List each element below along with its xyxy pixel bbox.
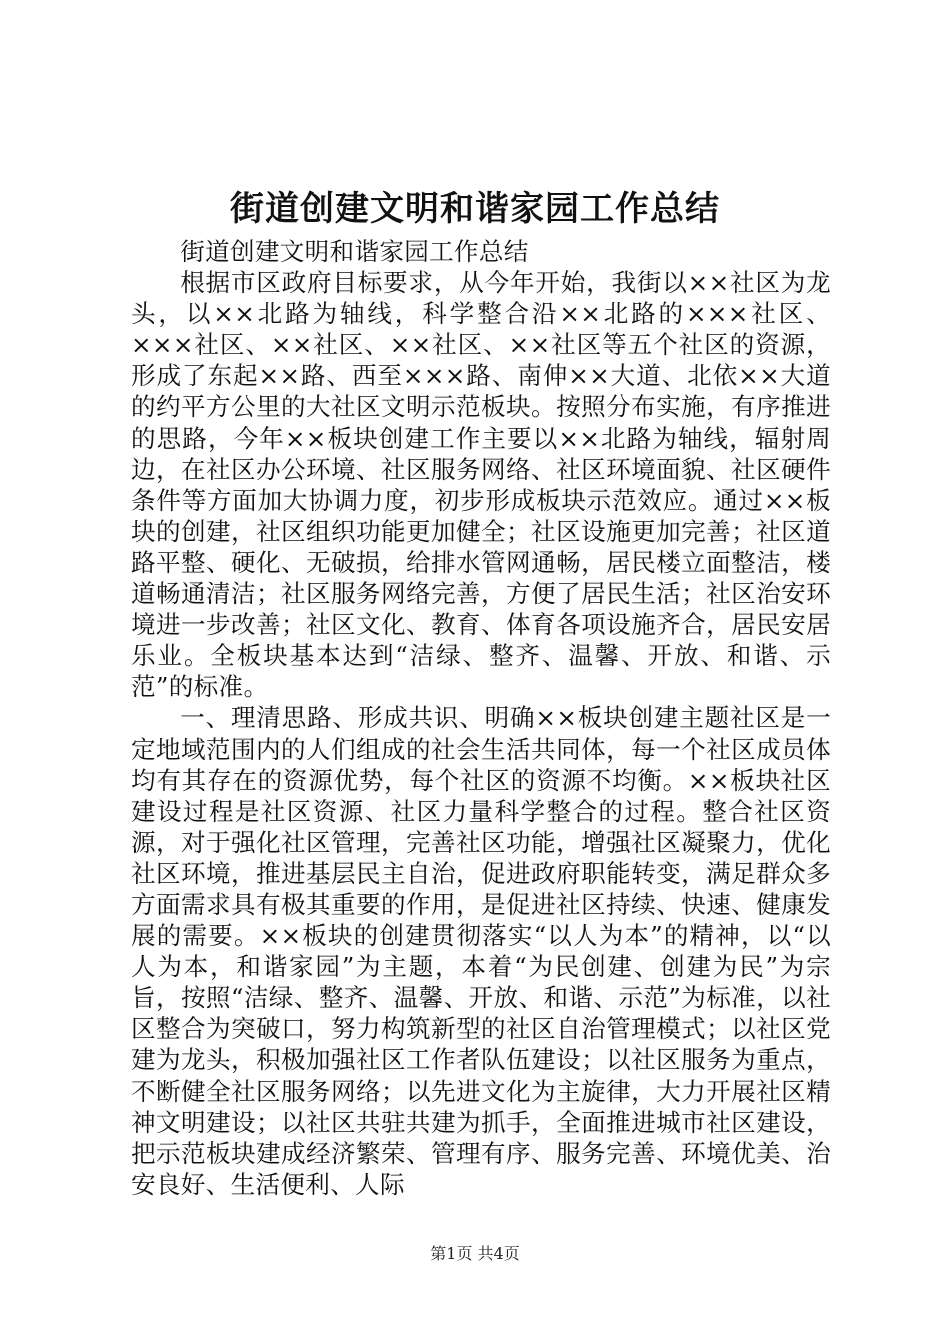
page-footer: 第1页 共4页 [430,1244,520,1263]
paragraph-subtitle: 街道创建文明和谐家园工作总结 [180,237,529,266]
document-body [131,236,831,1200]
document-title: 街道创建文明和谐家园工作总结 [230,189,720,229]
paragraph-section-one: 一、理清思路、形成共识、明确××板块创建主题社区是一定地域范围内的人们组成的社会生活共同体，每一个社区成员体均有其存在的资源优势，每个社区的资源不均衡。××板块社区建设过程是社区资源、社区力量科学整合的过程。整合社区资源，对于强化社区管理，完善社区功能，增强社区凝聚力，优化社区环境，推进基层民主自治，促进政府职能转变，满足群众多方面需求具有极其重要的作用，是促进社区持续、快速、健康发展的需要。××板块的创建贯彻落实“以人为本”的精神，以“以人为本，和谐家园”为主题，本着“为民创建、创建为民”为宗旨，按照“洁绿、整齐、温馨、开放、和谐、示范”为标准，以社区整合为突破口，努力构筑新型的社区自治管理模式；以社区党建为龙头，积极加强社区工作者队伍建设；以社区服务为重点，不断健全社区服务网络；以先进文化为主旋律，大力开展社区精神文明建设；以社区共驻共建为抓手，全面推进城市社区建设，把示范板块建成经济繁荣、管理有序、服务完善、环境优美、治安良好、生活便利、人际 [131,703,831,1199]
paragraph-intro: 根据市区政府目标要求，从今年开始，我街以××社区为龙头，以××北路为轴线，科学整合沿××北路的×××社区、×××社区、××社区、××社区、××社区等五个社区的资源，形成了东起××路、西至×××路、南伸××大道、北依××大道的约平方公里的大社区文明示范板块。按照分布实施，有序推进的思路，今年××板块创建工作主要以××北路为轴线，辐射周边，在社区办公环境、社区服务网络、社区环境面貌、社区硬件条件等方面加大协调力度，初步形成板块示范效应。通过××板块的创建，社区组织功能更加健全；社区设施更加完善；社区道路平整、硬化、无破损，给排水管网通畅，居民楼立面整洁，楼道畅通清洁；社区服务网络完善，方便了居民生活；社区治安环境进一步改善；社区文化、教育、体育各项设施齐合，居民安居乐业。全板块基本达到“洁绿、整齐、温馨、开放、和谐、示范”的标准。 [131,268,831,702]
